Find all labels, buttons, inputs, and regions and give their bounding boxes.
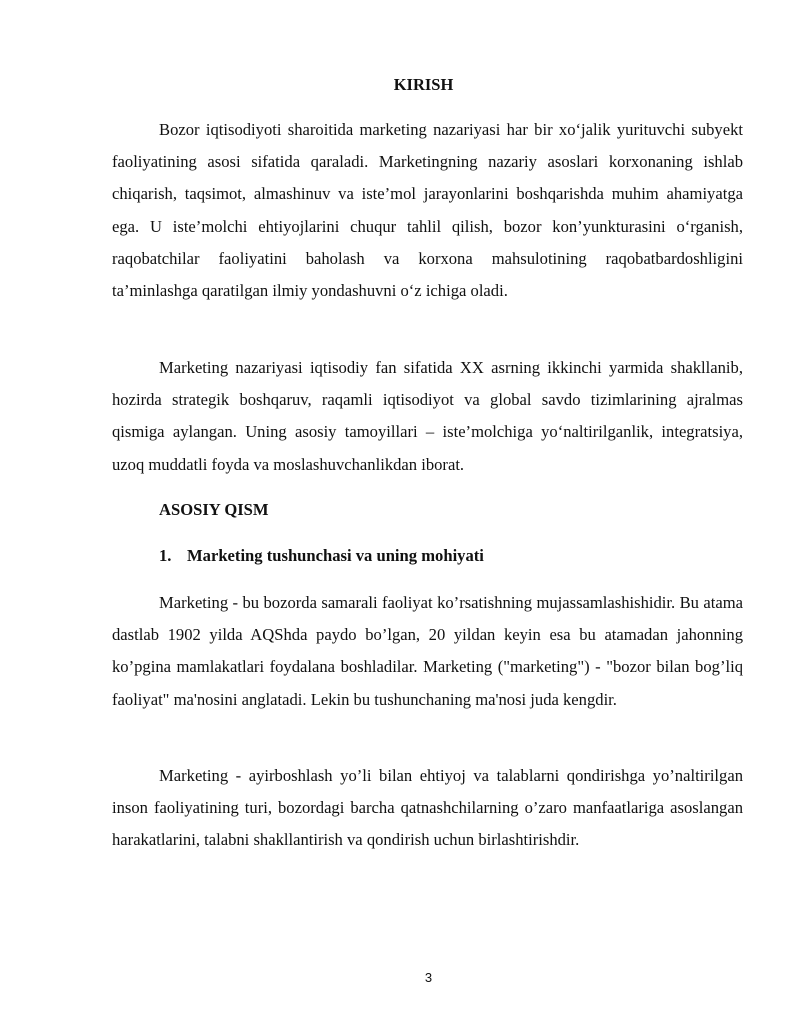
section-1-paragraph-2: Marketing - ayirboshlash yo’li bilan ehtiyoj va talablarni qondirishga yo’naltirilgan inson faoliyatining turi, bozordagi barcha qatnashchilarning o’zaro manfaatlariga asoslangan harakatlarini, talabni shakllantirish va qondirish uchun birlashtirishdir. (112, 766, 743, 850)
page-number: 3 (424, 970, 433, 985)
section-1-paragraph-1: Marketing - bu bozorda samarali faoliyat ko’rsatishning mujassamlashishidir. Bu atama dastlab 1902 yilda AQShda paydo bo’lgan, 20 yildan keyin esa bu atamadan jahonning ko’pgina mamlakatlari foydalana boshladilar. Marketing ("marketing") - "bozor bilan bog’liq faoliyat" ma'nosini anglatadi. Lekin bu tushunchaning ma'nosi juda kengdir. (112, 593, 743, 709)
intro-title: KIRISH (393, 75, 454, 94)
section-1-heading (159, 545, 484, 567)
main-section-heading: ASOSIY QISM (159, 500, 269, 519)
intro-paragraph-1: Bozor iqtisodiyoti sharoitida marketing nazariyasi har bir xo‘jalik yurituvchi subyekt faoliyatining asosi sifatida qaraladi. Marketingning nazariy asoslari korxonaning ishlab chiqarish, taqsimot, almashinuv va iste’mol jarayonlarini boshqarishda muhim ahamiyatga ega. U iste’molchi ehtiyojlarini chuqur tahlil qilish, bozor kon’yunkturasini o‘rganish, raqobatchilar faoliyatini baholash va korxona mahsulotining raqobatbardoshligini ta’minlashga qaratilgan ilmiy yondashuvni o‘z ichiga oladi. (112, 120, 743, 301)
intro-paragraph-2: Marketing nazariyasi iqtisodiy fan sifatida XX asrning ikkinchi yarmida shakllanib, hozirda strategik boshqaruv, raqamli iqtisodiyot va global savdo tizimlarining ajralmas qismiga aylangan. Uning asosiy tamoyillari – iste’molchiga yo‘naltirilganlik, integratsiya, uzoq muddatli foyda va moslashuvchanlikdan iborat. (112, 358, 743, 474)
section-1-title: Marketing tushunchasi va uning mohiyati (187, 546, 484, 565)
section-1-number: 1. (159, 546, 172, 565)
